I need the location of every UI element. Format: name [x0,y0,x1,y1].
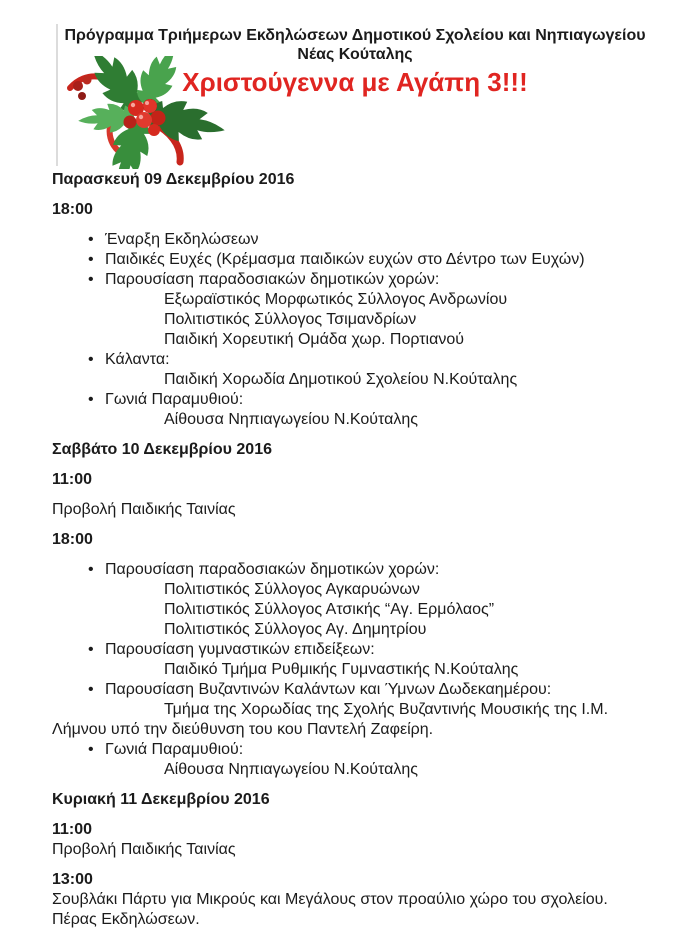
bullet-icon: • [88,681,94,698]
list-item [52,740,658,760]
bullet-icon: • [88,741,94,758]
list-subitem: Πολιτιστικός Σύλλογος Αγ. Δημητρίου [164,621,427,638]
list-item-text: Παρουσίαση Βυζαντινών Καλάντων και Ύμνων Δωδεκαημέρου: [105,681,552,698]
bullet-icon: • [88,231,94,248]
program-sections [52,170,658,929]
date-heading: Κυριακή 11 Δεκεμβρίου 2016 [52,791,270,808]
bullet-icon: • [88,251,94,268]
list-item [52,350,658,370]
paragraph-line: Σουβλάκι Πάρτυ για Μικρούς και Μεγάλους στον προαύλιο χώρο του σχολείου. [52,891,608,908]
time-heading: 11:00 [52,471,93,488]
program-title-line2: Νέας Κούταλης [297,46,413,63]
paragraph-line: Προβολή Παιδικής Ταινίας [52,501,236,518]
list-subitem: Πολιτιστικός Σύλλογος Αγκαρυώνων [164,581,420,598]
bullet-icon: • [88,641,94,658]
list-subitem: Αίθουσα Νηπιαγωγείου Ν.Κούταλης [164,411,418,428]
bullet-icon: • [88,351,94,368]
day-section [52,170,658,430]
paragraph [52,870,658,929]
paragraph-line: Προβολή Παιδικής Ταινίας [52,841,236,858]
list-item-text: Έναρξη Εκδηλώσεων [105,231,259,248]
list-item [52,640,658,660]
date-heading: Σαββάτο 10 Δεκεμβρίου 2016 [52,441,272,458]
list-subitem-wrapped: Τμήμα της Χορωδίας της Σχολής Βυζαντινής Μουσικής της Ι.Μ. Λήμνου υπό την διεύθυνση του κου Παντελή Ζαφείρη. [52,701,609,738]
paragraph-line: 11:00 [52,821,93,838]
list-item-text: Κάλαντα: [105,351,170,368]
list-item-text: Παρουσίαση παραδοσιακών δημοτικών χορών: [105,271,440,288]
list-item [52,390,658,410]
list-item [52,230,658,250]
bullet-list [52,560,658,780]
bullet-icon: • [88,561,94,578]
list-item [52,270,658,290]
paragraph-line: 13:00 [52,871,93,888]
list-subitem: Πολιτιστικός Σύλλογος Ατσικής “Αγ. Ερμόλαος” [164,601,495,618]
list-subitem: Παιδικό Τμήμα Ρυθμικής Γυμναστικής Ν.Κούταλης [164,661,519,678]
time-heading: 18:00 [52,201,93,218]
day-section [52,790,658,929]
program-title-line1: Πρόγραμμα Τριήμερων Εκδηλώσεων Δημοτικού Σχολείου και Νηπιαγωγείου [64,27,646,44]
document-header [52,26,658,162]
date-heading: Παρασκευή 09 Δεκεμβρίου 2016 [52,171,295,188]
paragraph [52,500,658,520]
list-item [52,250,658,270]
list-subitem: Πολιτιστικός Σύλλογος Τσιμανδρίων [164,311,417,328]
bullet-icon: • [88,391,94,408]
list-subitem: Εξωραϊστικός Μορφωτικός Σύλλογος Ανδρωνίου [164,291,508,308]
paragraph-line: Πέρας Εκδηλώσεων. [52,911,200,928]
list-subitem: Παιδική Χορωδία Δημοτικού Σχολείου Ν.Κούταλης [164,371,518,388]
list-item-text: Γωνιά Παραμυθιού: [105,391,244,408]
list-item-text: Παρουσίαση παραδοσιακών δημοτικών χορών: [105,561,440,578]
paragraph [52,820,658,860]
list-item [52,560,658,580]
list-item [52,680,658,700]
list-item-text: Γωνιά Παραμυθιού: [105,741,244,758]
list-subitem: Παιδική Χορευτική Ομάδα χωρ. Πορτιανού [164,331,465,348]
bullet-icon: • [88,271,94,288]
holly-berries-icon [52,56,232,169]
list-item-text: Παιδικές Ευχές (Κρέμασμα παιδικών ευχών στο Δέντρο των Ευχών) [105,251,585,268]
list-item-text: Παρουσίαση γυμναστικών επιδείξεων: [105,641,375,658]
list-subitem: Αίθουσα Νηπιαγωγείου Ν.Κούταλης [164,761,418,778]
day-section [52,440,658,780]
time-heading: 18:00 [52,531,93,548]
event-title: Χριστούγεννα με Αγάπη 3!!! [182,67,528,97]
bullet-list [52,230,658,430]
